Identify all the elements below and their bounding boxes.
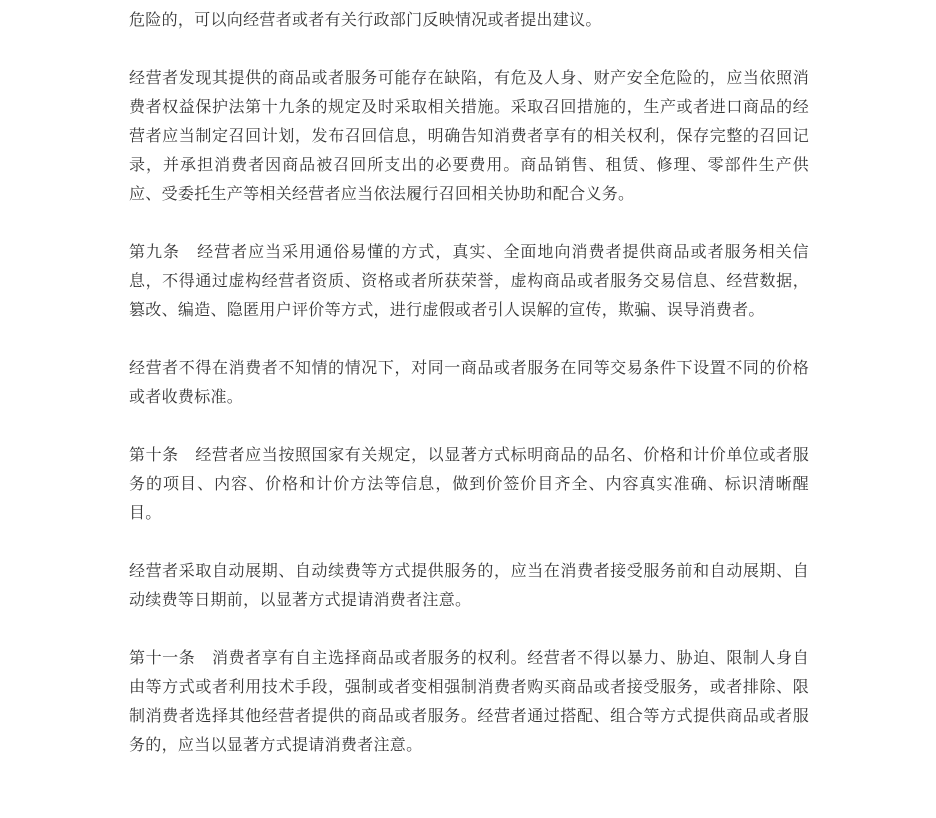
paragraph-continuation: 危险的，可以向经营者或者有关行政部门反映情况或者提出建议。 — [129, 10, 602, 29]
paragraph-article-10: 第十条 经营者应当按照国家有关规定，以显著方式标明商品的品名、价格和计价单位或者服务的项目、内容、价格和计价方法等信息，做到价签价目齐全、内容真实准确、标识清晰醒目。 — [129, 445, 809, 522]
paragraph-article-9: 第九条 经营者应当采用通俗易懂的方式，真实、全面地向消费者提供商品或者服务相关信息，不得通过虚构经营者资质、资格或者所获荣誉，虚构商品或者服务交易信息、经营数据，篡改、编造、隐匿用户评价等方式，进行虚假或者引人误解的宣传，欺骗、误导消费者。 — [129, 242, 809, 319]
paragraph-pricing: 经营者不得在消费者不知情的情况下，对同一商品或者服务在同等交易条件下设置不同的价格或者收费标准。 — [129, 358, 809, 406]
article-body — [129, 5, 809, 759]
paragraph-recall: 经营者发现其提供的商品或者服务可能存在缺陷，有危及人身、财产安全危险的，应当依照消费者权益保护法第十九条的规定及时采取相关措施。采取召回措施的，生产或者进口商品的经营者应当制定召回计划，发布召回信息，明确告知消费者享有的相关权利，保存完整的召回记录，并承担消费者因商品被召回所支出的必要费用。商品销售、租赁、修理、零部件生产供应、受委托生产等相关经营者应当依法履行召回相关协助和配合义务。 — [129, 68, 809, 203]
paragraph-auto-renewal: 经营者采取自动展期、自动续费等方式提供服务的，应当在消费者接受服务前和自动展期、自动续费等日期前，以显著方式提请消费者注意。 — [129, 561, 809, 609]
paragraph-article-11: 第十一条 消费者享有自主选择商品或者服务的权利。经营者不得以暴力、胁迫、限制人身自由等方式或者利用技术手段，强制或者变相强制消费者购买商品或者接受服务，或者排除、限制消费者选择其他经营者提供的商品或者服务。经营者通过搭配、组合等方式提供商品或者服务的，应当以显著方式提请消费者注意。 — [129, 648, 809, 754]
